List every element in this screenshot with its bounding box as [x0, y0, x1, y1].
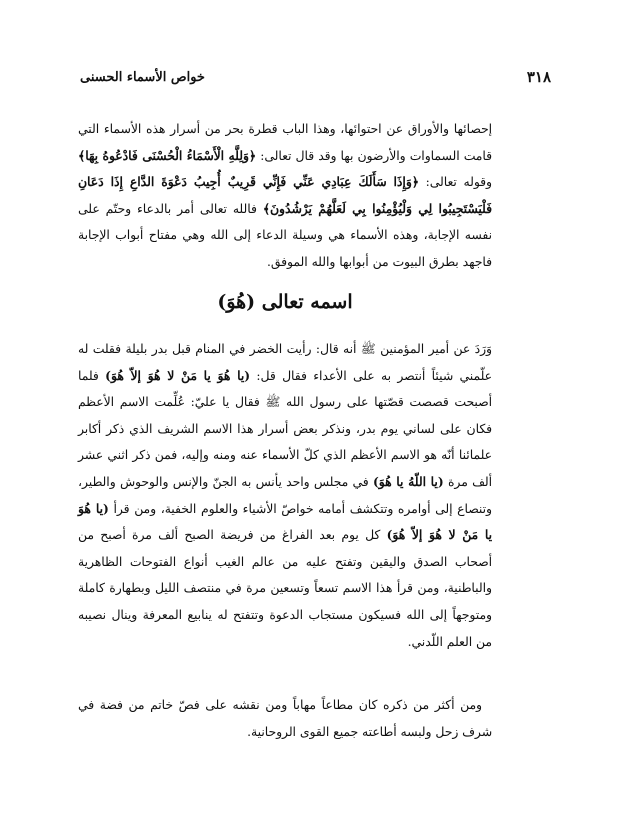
section-title: اسمه تعالى (هُوَ) — [217, 291, 353, 313]
page-header — [80, 68, 551, 92]
closing-paragraph — [78, 692, 492, 745]
body-text-2: فلما أصبحت قصصت قصّتها على رسول الله ﷺ فقال يا عليّ: عُلِّمت الاسم الأعظم فكان على لساني يوم بدر، ونذكر بعض أسرار هذا الاسم الشريف الذي ذكر أكابر علمائنا أنّه هو الاسم الأعظم الذي كلّ الأسماء عنه ومنه وإليه، فمن ذكر اثني عشر ألف مرة — [78, 368, 493, 489]
body-text-1: وَرَدَ عن أمير المؤمنين ﷺ أنه قال: رأيت الخضر في المنام قبل بدر بليلة فقلت له علّمني شيئاً أنتصر به على الأعداء فقال قل: — [78, 342, 492, 383]
intro-text-1: إحصائها والأوراق عن احتوائها، وهذا الباب قطرة بحر من أسرار هذه الأسماء التي قامت السماوات والأرضون بها وقد قال تعالى: — [78, 122, 493, 163]
intro-paragraph — [78, 116, 492, 276]
quran-verse-supplication: ﴿وَإِذَا سَأَلَكَ عِبَادِي عَنِّي فَإِنِّي قَرِيبٌ أُجِيبُ دَعْوَةَ الدَّاعِ إِذَا دَعَانِ فَلْيَسْتَجِيبُوا لِي وَلْيُؤْمِنُوا بِي لَعَلَّهُمْ يَرْشُدُونَ﴾ — [78, 174, 492, 216]
page-number: ٣١٨ — [526, 68, 551, 86]
quran-verse-names: ﴿وَلِلَّهِ الْأَسْمَاءُ الْحُسْنَى فَادْعُوهُ بِهَا﴾ — [78, 147, 257, 163]
intro-text-3: فالله تعالى أمر بالدعاء وحتّم على نفسه الإجابة، وهذه الأسماء هي وسيلة الدعاء إلى الله وهي مفتاح أبواب الإجابة فاجهد بطرق البيوت من أبوابها والله الموفق. — [78, 201, 492, 269]
body-paragraph — [78, 336, 492, 655]
body-text-4: كل يوم بعد الفراغ من فريضة الصبح ألف مرة أصبح من أصحاب الصدق واليقين وتفتح عليه من عالم الغيب أنواع الفتوحات الظاهرية والباطنية، ومن قرأ هذا الاسم تسعاً وتسعين مرة في منتصف الليل وبطهارة كاملة ومتوجهاً إلى الله فسيكون مستجاب الدعوة وتتفتح له ينابيع المعرفة وينال نصيبه من العلم اللّدني. — [78, 528, 492, 649]
dhikr-phrase-2: (يا اللّهُ يا هُوَ) — [372, 473, 444, 489]
closing-text: ومن أكثر من ذكره كان مطاعاً مهاباً ومن نقشه على فصّ خاتم من فضة في شرف زحل ولبسه أطاعته جميع القوى الروحانية. — [78, 698, 492, 739]
dhikr-phrase-3: (يا هُوَ يا مَنْ لا هُوَ إلاّ هُوَ) — [78, 500, 492, 543]
body-text-3: في مجلس واحد يأنس به الجنّ والإنس والوحوش والطير، وتنصاع إلى أوامره وتتكشف أمامه خواصّ الأشياء والعلوم الخفية، ومن قرأ — [78, 474, 492, 516]
running-book-title: خواص الأسماء الحسنى — [80, 70, 205, 85]
intro-text-2: وقوله تعالى: — [418, 175, 492, 190]
dhikr-phrase-1: (يا هُوَ يا مَنْ لا هُوَ إلاّ هُوَ) — [105, 367, 251, 383]
